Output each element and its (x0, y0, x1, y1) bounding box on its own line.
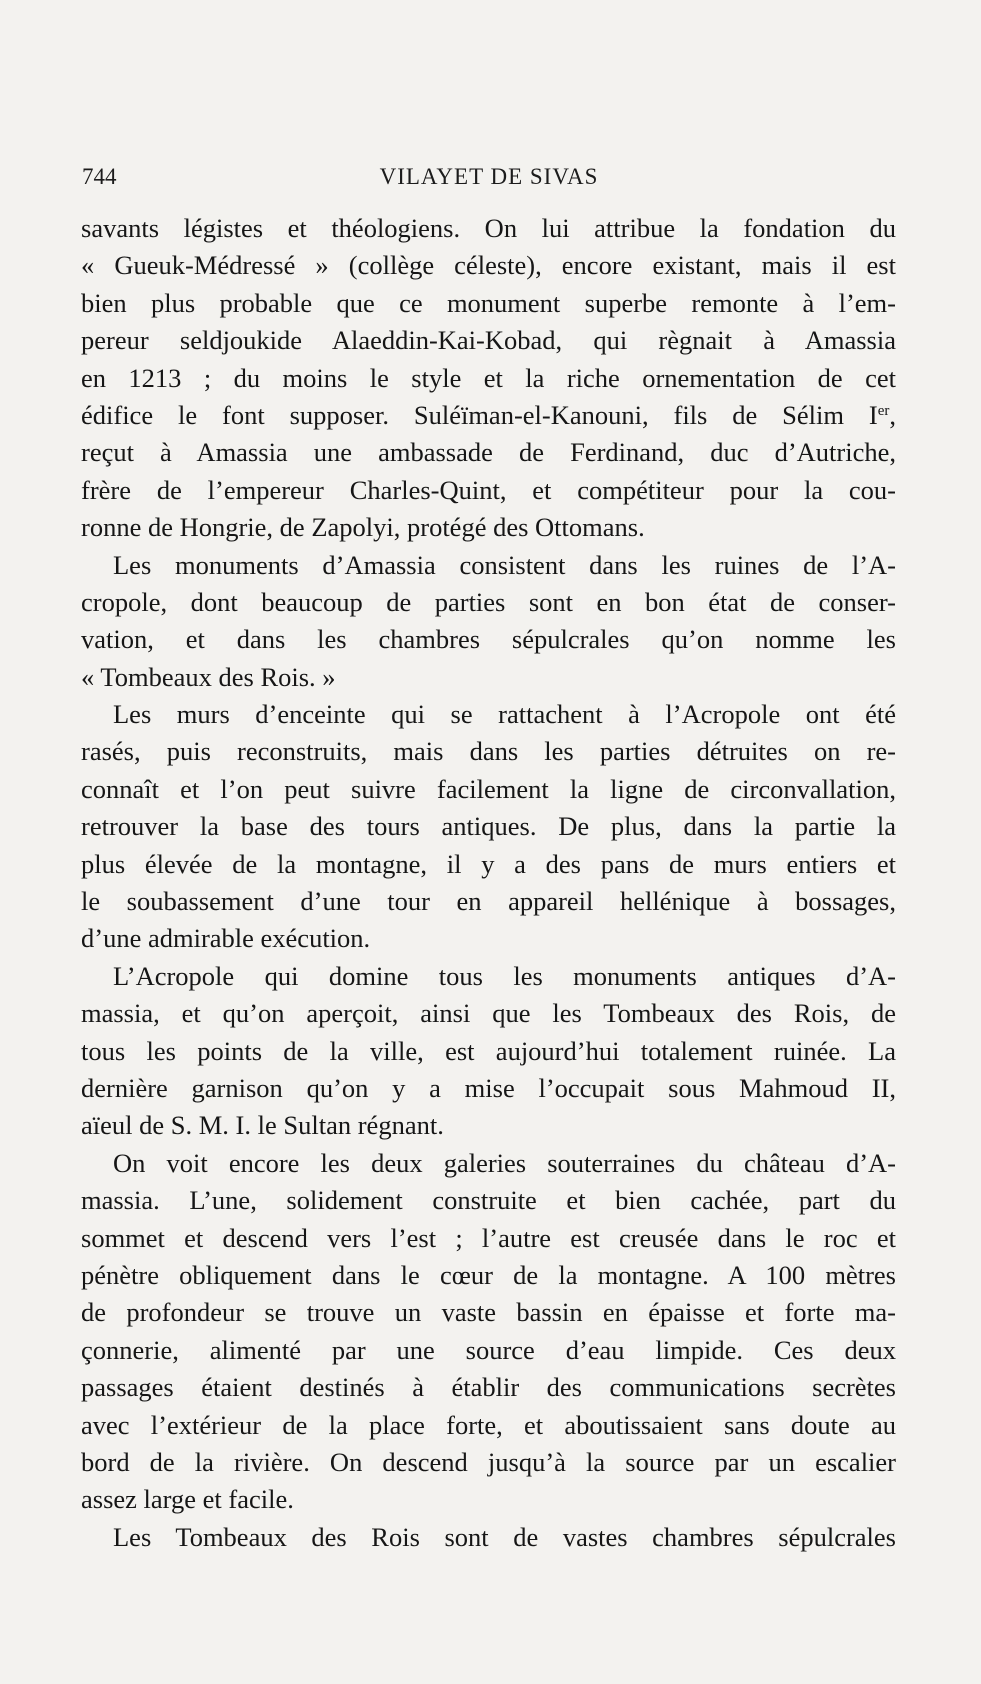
text-line (81, 584, 896, 621)
text-line (81, 846, 896, 883)
text-line-content: tous les points de la ville, est aujourd’hui totalement ruinée. La (81, 1035, 896, 1066)
text-line (81, 1070, 896, 1107)
text-line-content: L’Acropole qui domine tous les monuments antiques d’A- (113, 960, 896, 991)
superscript: er (877, 402, 890, 419)
text-line-content: pereur seldjoukide Alaeddin-Kai-Kobad, qui règnait à Amassia (81, 325, 896, 356)
text-line-content: édifice le font supposer. Suléïman-el-Kanouni, fils de Sélim I (81, 399, 878, 430)
text-line-content: sommet et descend vers l’est ; l’autre est creusée dans le roc et (81, 1222, 896, 1253)
text-line (81, 1220, 896, 1257)
text-line-content: passages étaient destinés à établir des communications secrètes (81, 1372, 896, 1403)
text-line-content: On voit encore les deux galeries souterraines du château d’A- (113, 1147, 896, 1178)
text-line (81, 397, 896, 434)
text-line-content: plus élevée de la montagne, il y a des pans de murs entiers et (81, 848, 896, 879)
text-line (81, 621, 896, 658)
text-line (81, 1407, 896, 1444)
text-line (81, 509, 896, 546)
text-line-content: massia, et qu’on aperçoit, ainsi que les Tombeaux des Rois, de (81, 998, 896, 1029)
text-line-content: Les monuments d’Amassia consistent dans les ruines de l’A- (113, 549, 896, 580)
running-title: VILAYET DE SIVAS (379, 164, 599, 189)
text-line (81, 210, 896, 247)
text-line-content: vation, et dans les chambres sépulcrales qu’on nomme les (81, 624, 896, 655)
text-line (81, 322, 896, 359)
text-line (81, 1481, 896, 1518)
text-line (81, 883, 896, 920)
text-line (81, 1257, 896, 1294)
text-line-content: le soubassement d’une tour en appareil hellénique à bossages, (81, 886, 896, 917)
text-line (81, 1369, 896, 1406)
text-line-content: en 1213 ; du moins le style et la riche ornementation de cet (81, 362, 896, 393)
page-number: 744 (82, 164, 117, 189)
text-line (81, 472, 896, 509)
text-line (81, 1107, 896, 1144)
text-line-content: ronne de Hongrie, de Zapolyi, protégé des Ottomans. (81, 512, 645, 543)
text-line-tail: , (889, 399, 896, 430)
text-line-content: aïeul de S. M. I. le Sultan régnant. (81, 1110, 444, 1141)
text-line (81, 1519, 896, 1556)
text-line-content: massia. L’une, solidement construite et bien cachée, part du (81, 1185, 896, 1216)
text-line-content: bien plus probable que ce monument superbe remonte à l’em- (81, 287, 896, 318)
text-line (81, 285, 896, 322)
text-line-content: dernière garnison qu’on y a mise l’occupait sous Mahmoud II, (81, 1072, 896, 1103)
text-line (81, 1033, 896, 1070)
text-line (81, 1182, 896, 1219)
text-line (81, 434, 896, 471)
text-line-content: pénètre obliquement dans le cœur de la montagne. A 100 mètres (81, 1259, 896, 1290)
text-line (81, 771, 896, 808)
text-line-content: connaît et l’on peut suivre facilement la ligne de circonvallation, (81, 773, 896, 804)
text-line (81, 360, 896, 397)
text-line-content: assez large et facile. (81, 1484, 294, 1515)
text-line (81, 1294, 896, 1331)
text-line-content: « Gueuk-Médressé » (collège céleste), encore existant, mais il est (81, 250, 896, 281)
text-line (81, 1145, 896, 1182)
text-line (81, 547, 896, 584)
text-line-content: cropole, dont beaucoup de parties sont en bon état de conser- (81, 586, 896, 617)
body-text (81, 210, 896, 1556)
text-line (81, 995, 896, 1032)
text-line (81, 659, 896, 696)
text-line-content: frère de l’empereur Charles-Quint, et compétiteur pour la cou- (81, 474, 896, 505)
text-line (81, 1444, 896, 1481)
text-line-content: Les murs d’enceinte qui se rattachent à l’Acropole ont été (113, 699, 896, 730)
text-line-content: savants légistes et théologiens. On lui attribue la fondation du (81, 213, 896, 243)
text-line (81, 808, 896, 845)
text-line (81, 920, 896, 957)
text-line-content: çonnerie, alimenté par une source d’eau limpide. Ces deux (81, 1334, 896, 1365)
text-line-content: de profondeur se trouve un vaste bassin en épaisse et forte ma- (81, 1297, 896, 1328)
text-line-content: bord de la rivière. On descend jusqu’à la source par un escalier (81, 1446, 896, 1477)
running-head (82, 164, 896, 198)
text-line-content: reçut à Amassia une ambassade de Ferdinand, duc d’Autriche, (81, 437, 896, 468)
text-line-content: rasés, puis reconstruits, mais dans les parties détruites on re- (81, 736, 896, 767)
text-line-content: d’une admirable exécution. (81, 923, 371, 954)
text-line (81, 1332, 896, 1369)
text-line (81, 247, 896, 284)
text-line-content: « Tombeaux des Rois. » (81, 661, 336, 692)
text-line-content: Les Tombeaux des Rois sont de vastes chambres sépulcrales (113, 1521, 896, 1552)
text-line (81, 696, 896, 733)
text-line-content: avec l’extérieur de la place forte, et aboutissaient sans doute au (81, 1409, 896, 1440)
text-line-content: retrouver la base des tours antiques. De plus, dans la partie la (81, 811, 896, 842)
text-line (81, 733, 896, 770)
text-line (81, 958, 896, 995)
